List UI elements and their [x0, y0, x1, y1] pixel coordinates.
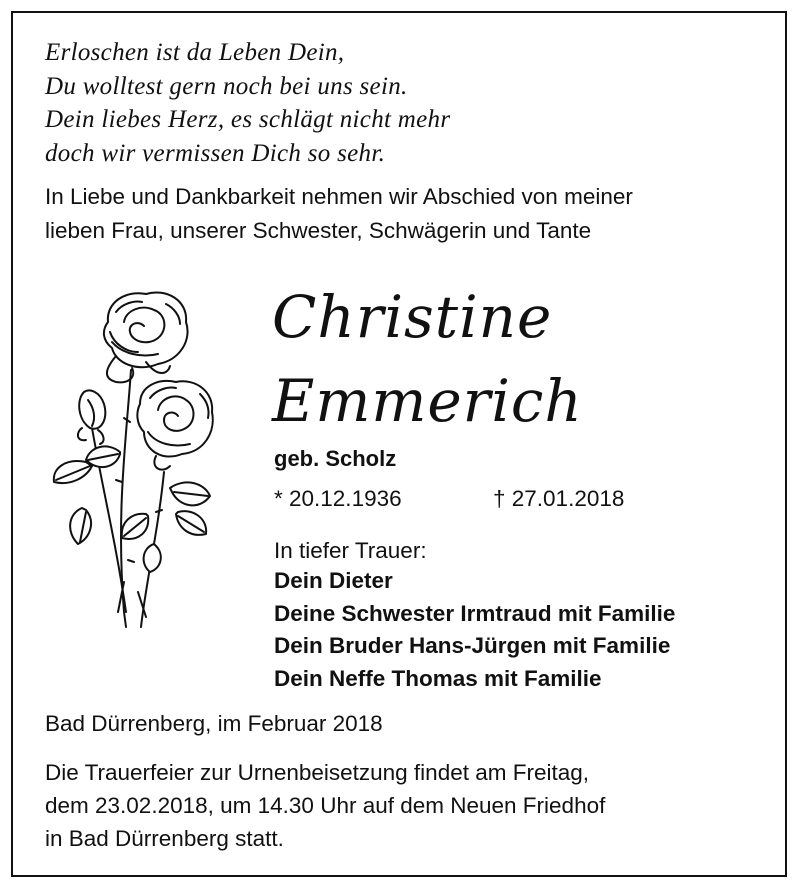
- poem-line: doch wir vermissen Dich so sehr.: [45, 139, 386, 167]
- deceased-first-name: Christine: [272, 283, 553, 351]
- deceased-last-name: Emmerich: [272, 367, 583, 435]
- mourner: Dein Dieter: [274, 568, 393, 593]
- poem-line: Erloschen ist da Leben Dein,: [45, 39, 345, 66]
- ceremony-line: in Bad Dürrenberg statt.: [45, 826, 284, 851]
- maiden-name: geb. Scholz: [274, 446, 397, 471]
- mourner: Deine Schwester Irmtraud mit Familie: [274, 600, 676, 626]
- mourners-list: [274, 565, 675, 695]
- mourner: Dein Bruder Hans-Jürgen mit Familie: [274, 633, 671, 658]
- ceremony-info: [45, 756, 605, 855]
- intro-text: [45, 180, 633, 248]
- intro-line: lieben Frau, unserer Schwester, Schwägerin und Tante: [45, 218, 592, 243]
- poem: [45, 36, 450, 170]
- mourning-label: In tiefer Trauer:: [274, 538, 427, 563]
- poem-line: Du wolltest gern noch bei uns sein.: [45, 72, 408, 100]
- ceremony-line: Die Trauerfeier zur Urnenbeisetzung findet am Freitag,: [45, 760, 590, 785]
- place-date: Bad Dürrenberg, im Februar 2018: [45, 711, 383, 736]
- poem-line: Dein liebes Herz, es schlägt nicht mehr: [45, 106, 451, 133]
- intro-line: In Liebe und Dankbarkeit nehmen wir Abschied von meiner: [45, 184, 633, 209]
- death-date: † 27.01.2018: [493, 486, 625, 511]
- ceremony-line: dem 23.02.2018, um 14.30 Uhr auf dem Neuen Friedhof: [45, 793, 606, 818]
- birth-date: * 20.12.1936: [274, 486, 402, 511]
- mourner: Dein Neffe Thomas mit Familie: [274, 665, 602, 691]
- rose-icon: [46, 282, 228, 652]
